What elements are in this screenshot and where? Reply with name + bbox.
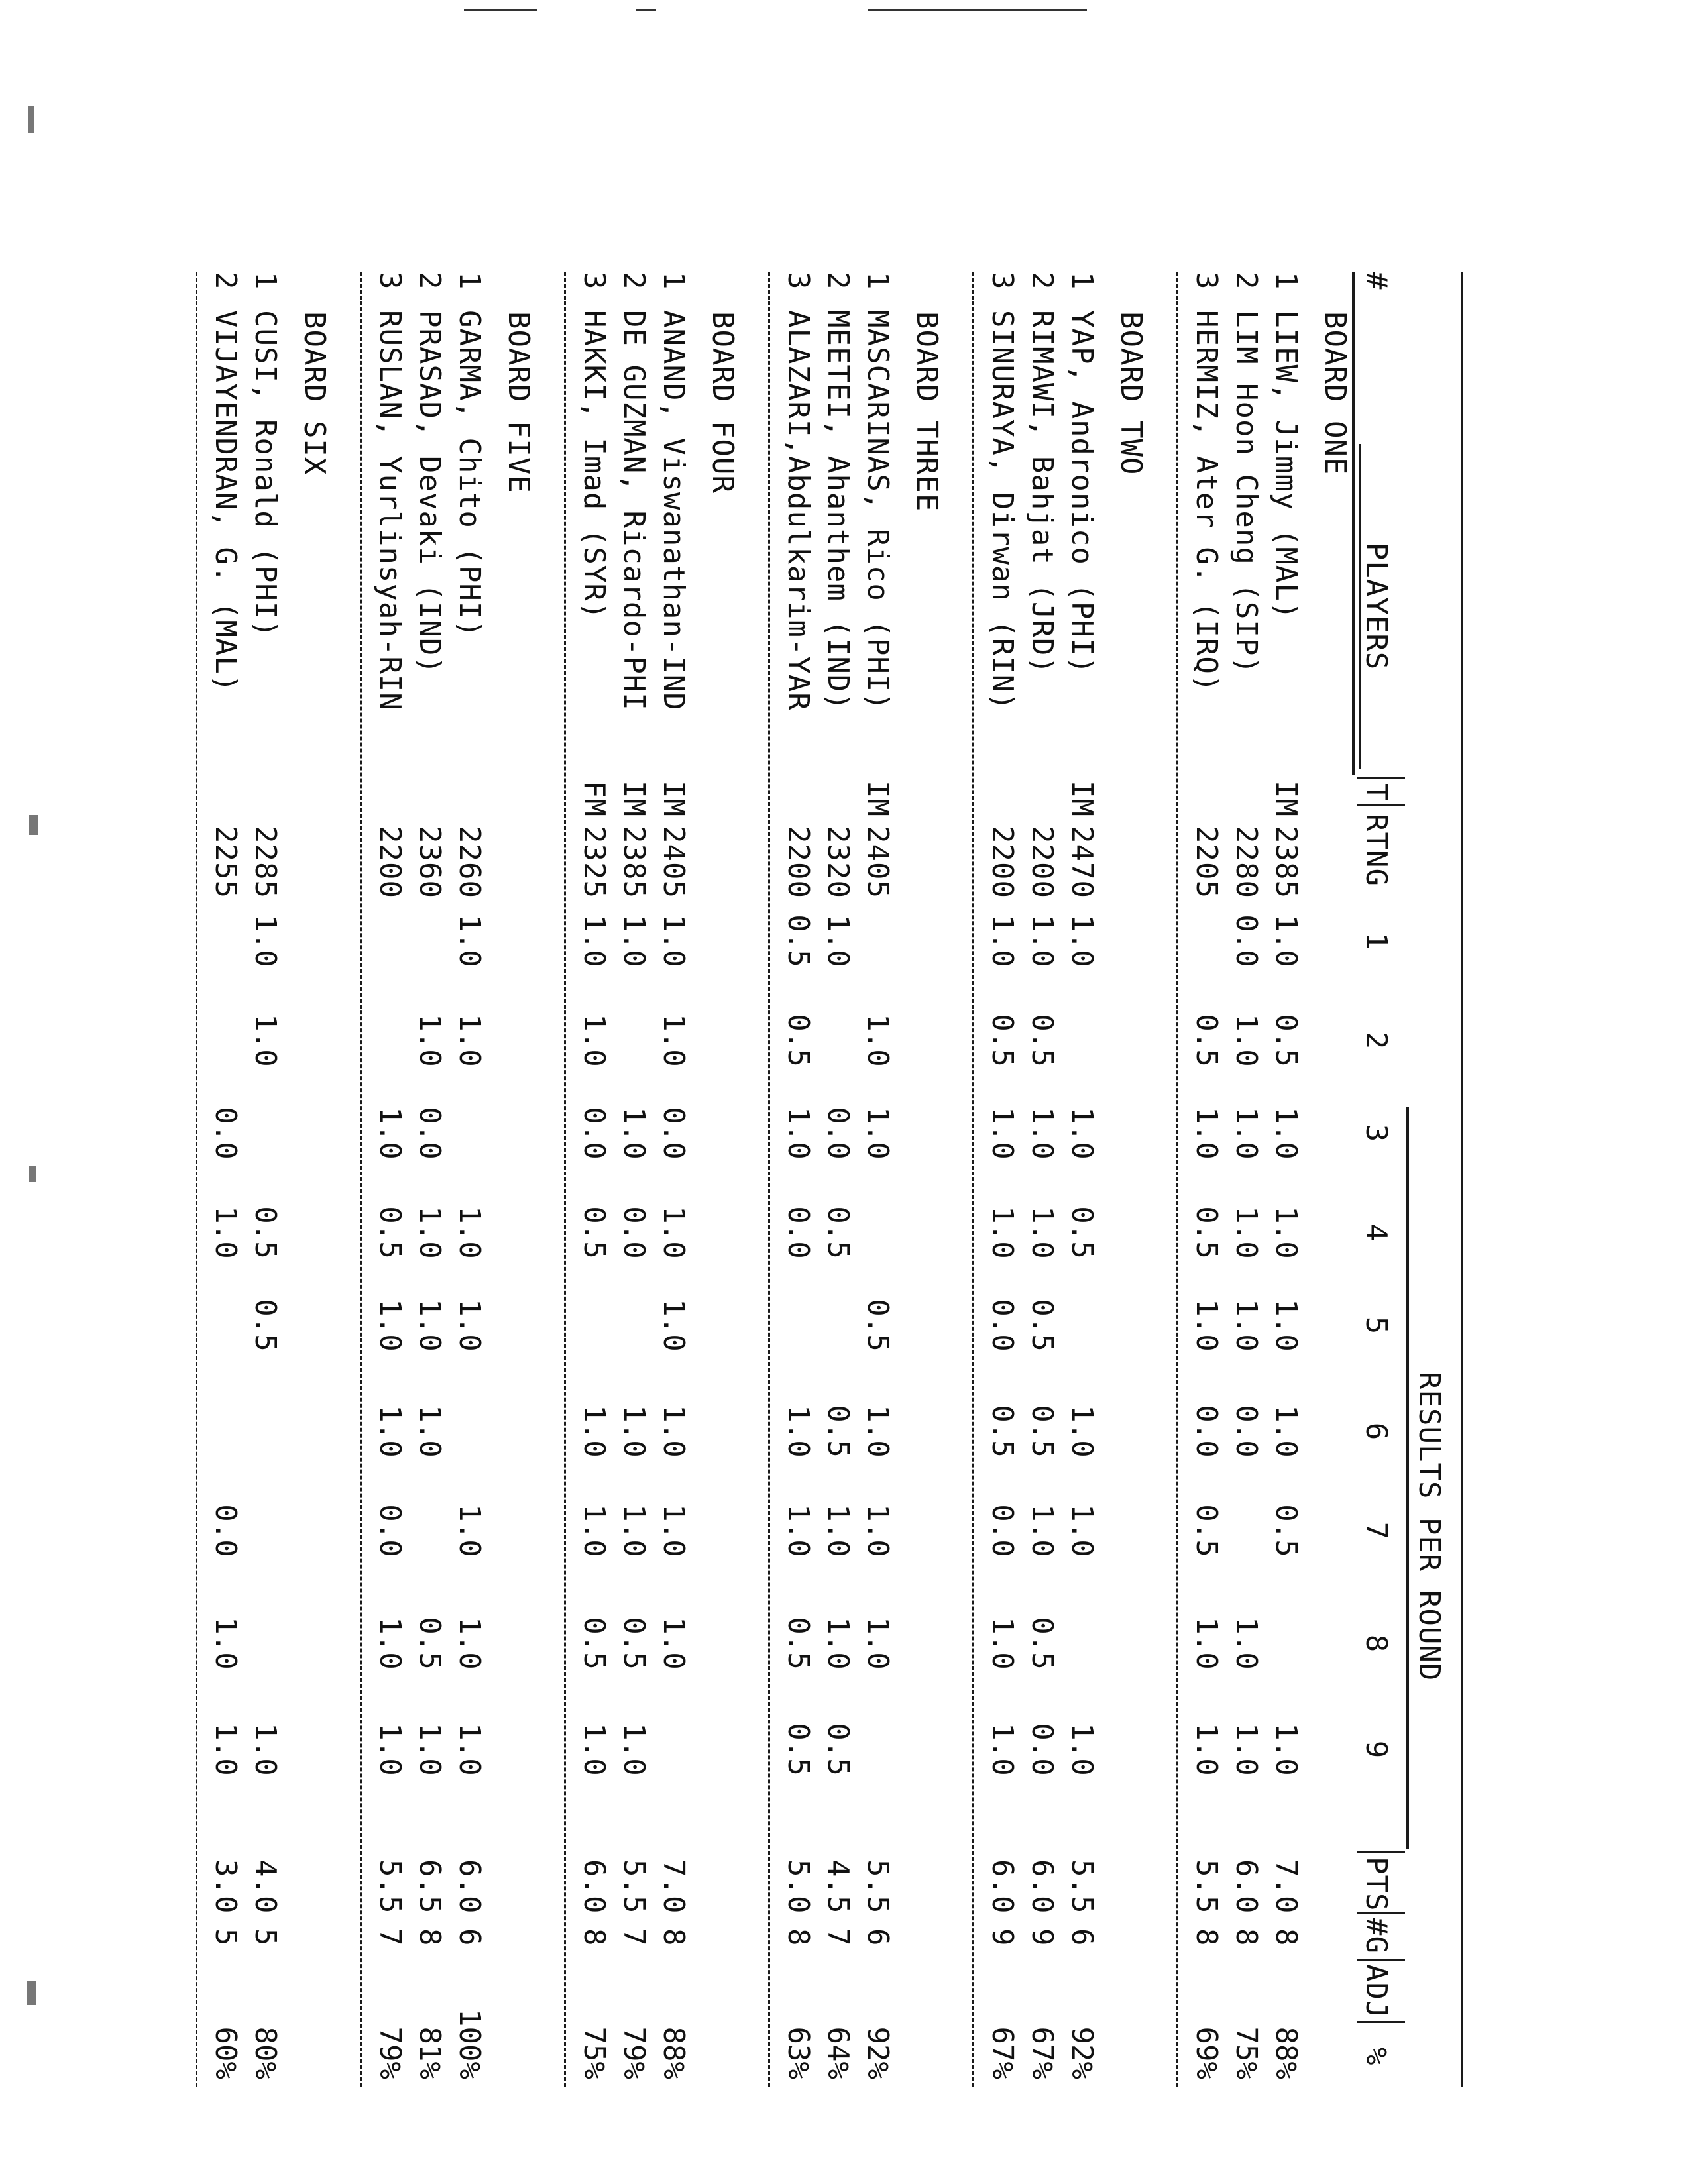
round-result: 1.0 bbox=[1025, 1504, 1059, 1557]
round-result: 1.0 bbox=[985, 914, 1019, 967]
player-games: 8 bbox=[657, 1928, 691, 1947]
round-result: 1.0 bbox=[373, 1107, 407, 1160]
round-result: 0.5 bbox=[781, 1723, 815, 1776]
round-result: 1.0 bbox=[657, 1405, 691, 1458]
round-result: 1.0 bbox=[453, 1299, 486, 1352]
round-result: 1.0 bbox=[1190, 1617, 1223, 1670]
player-percent: 81% bbox=[413, 2026, 447, 2079]
round-result: 1.0 bbox=[373, 1299, 407, 1352]
player-percent: 60% bbox=[209, 2026, 243, 2079]
round-result: 0.0 bbox=[1025, 1723, 1059, 1776]
board-title: BOARD TWO bbox=[1114, 311, 1148, 476]
player-rank: 3 bbox=[373, 272, 407, 290]
round-header-3: 3 bbox=[1359, 1124, 1393, 1142]
round-result: 1.0 bbox=[781, 1504, 815, 1557]
scan-mark bbox=[636, 9, 656, 11]
round-result: 1.0 bbox=[861, 1107, 895, 1160]
player-games: 5 bbox=[249, 1928, 282, 1947]
round-result: 1.0 bbox=[781, 1107, 815, 1160]
round-header-2: 2 bbox=[1359, 1031, 1393, 1050]
board-title: BOARD ONE bbox=[1318, 311, 1352, 476]
player-name: GARMA, Chito (PHI) bbox=[453, 310, 486, 638]
player-rating: 2200 bbox=[1025, 826, 1059, 899]
player-percent: 64% bbox=[821, 2026, 855, 2079]
round-result: 0.5 bbox=[1190, 1206, 1223, 1259]
round-header-4: 4 bbox=[1359, 1223, 1393, 1242]
player-rank: 3 bbox=[985, 272, 1019, 290]
round-result: 1.0 bbox=[1269, 1723, 1303, 1776]
player-rank: 2 bbox=[413, 272, 447, 290]
round-result: 0.0 bbox=[985, 1504, 1019, 1557]
header-divider bbox=[1357, 1912, 1405, 1914]
round-result: 1.0 bbox=[617, 1107, 651, 1160]
player-points: 6.0 bbox=[453, 1859, 486, 1914]
player-name: RIMAWI, Bahjat (JRD) bbox=[1025, 310, 1059, 675]
round-result: 0.0 bbox=[781, 1206, 815, 1259]
header-bottom-rule bbox=[1352, 272, 1355, 775]
player-rating: 2200 bbox=[985, 826, 1019, 899]
scan-speck bbox=[27, 1981, 36, 2005]
player-rank: 1 bbox=[1269, 272, 1303, 290]
round-result: 0.0 bbox=[821, 1107, 855, 1160]
player-percent: 92% bbox=[1065, 2026, 1099, 2079]
player-games: 5 bbox=[209, 1928, 243, 1947]
player-points: 6.0 bbox=[1025, 1859, 1059, 1914]
round-result: 1.0 bbox=[577, 1504, 611, 1557]
player-points: 5.5 bbox=[861, 1859, 895, 1914]
player-percent: 67% bbox=[985, 2026, 1019, 2079]
header-games: #G bbox=[1359, 1918, 1393, 1954]
round-result: 1.0 bbox=[861, 1504, 895, 1557]
player-name: ALAZARI,Abdulkarim-YAR bbox=[781, 310, 815, 711]
round-result: 1.0 bbox=[1229, 1107, 1263, 1160]
player-points: 6.0 bbox=[1229, 1859, 1263, 1914]
round-result: 0.5 bbox=[249, 1299, 282, 1352]
player-rank: 2 bbox=[617, 272, 651, 290]
round-result: 0.5 bbox=[985, 1014, 1019, 1067]
round-result: 0.0 bbox=[373, 1504, 407, 1557]
board-separator bbox=[360, 272, 362, 2087]
scan-speck bbox=[29, 815, 38, 835]
player-rank: 1 bbox=[1065, 272, 1099, 290]
round-result: 0.5 bbox=[577, 1206, 611, 1259]
player-rank: 1 bbox=[657, 272, 691, 290]
round-result: 0.5 bbox=[1269, 1504, 1303, 1557]
round-result: 0.5 bbox=[1065, 1206, 1099, 1259]
round-result: 0.5 bbox=[861, 1299, 895, 1352]
round-result: 0.5 bbox=[821, 1723, 855, 1776]
header-players: PLAYERS bbox=[1359, 444, 1390, 769]
round-result: 0.5 bbox=[781, 1014, 815, 1067]
board-title: BOARD THREE bbox=[910, 311, 944, 512]
player-games: 8 bbox=[1229, 1928, 1263, 1947]
player-games: 9 bbox=[1025, 1928, 1059, 1947]
round-result: 1.0 bbox=[577, 1405, 611, 1458]
player-rating: 2255 bbox=[209, 826, 243, 899]
round-result: 1.0 bbox=[985, 1206, 1019, 1259]
player-percent: 92% bbox=[861, 2026, 895, 2079]
player-points: 7.0 bbox=[657, 1859, 691, 1914]
board-separator bbox=[1176, 272, 1178, 2087]
round-result: 1.0 bbox=[1190, 1299, 1223, 1352]
round-result: 0.0 bbox=[1190, 1405, 1223, 1458]
round-result: 0.0 bbox=[209, 1504, 243, 1557]
round-result: 1.0 bbox=[1269, 914, 1303, 967]
player-name: MASCARINAS, Rico (PHI) bbox=[861, 310, 895, 711]
player-rank: 3 bbox=[1190, 272, 1223, 290]
header-divider bbox=[1357, 2021, 1405, 2023]
round-result: 0.5 bbox=[413, 1617, 447, 1670]
player-games: 7 bbox=[617, 1928, 651, 1947]
scan-speck bbox=[29, 1166, 36, 1182]
header-hash: # bbox=[1359, 272, 1393, 290]
player-rank: 2 bbox=[1025, 272, 1059, 290]
round-result: 1.0 bbox=[861, 1405, 895, 1458]
round-result: 1.0 bbox=[1229, 1723, 1263, 1776]
round-result: 1.0 bbox=[657, 1014, 691, 1067]
round-result: 1.0 bbox=[821, 1504, 855, 1557]
round-result: 0.5 bbox=[985, 1405, 1019, 1458]
header-rtng: RTNG bbox=[1359, 814, 1393, 887]
player-name: VIJAYENDRAN, G. (MAL) bbox=[209, 310, 243, 693]
player-percent: 69% bbox=[1190, 2026, 1223, 2079]
header-top-rule bbox=[1461, 272, 1463, 2087]
player-points: 5.5 bbox=[373, 1859, 407, 1914]
round-result: 0.5 bbox=[1190, 1014, 1223, 1067]
player-title: IM bbox=[1065, 781, 1099, 817]
player-title: IM bbox=[657, 781, 691, 817]
player-name: PRASAD, Devaki (IND) bbox=[413, 310, 447, 675]
board-title: BOARD FOUR bbox=[706, 311, 740, 494]
player-percent: 80% bbox=[249, 2026, 282, 2079]
round-result: 1.0 bbox=[1190, 1723, 1223, 1776]
round-result: 1.0 bbox=[453, 1014, 486, 1067]
player-points: 7.0 bbox=[1269, 1859, 1303, 1914]
player-rank: 1 bbox=[861, 272, 895, 290]
player-points: 5.5 bbox=[1190, 1859, 1223, 1914]
round-result: 1.0 bbox=[453, 1723, 486, 1776]
round-result: 1.0 bbox=[209, 1617, 243, 1670]
player-rating: 2205 bbox=[1190, 826, 1223, 899]
round-result: 0.0 bbox=[617, 1206, 651, 1259]
header-divider bbox=[1357, 777, 1405, 779]
player-points: 3.0 bbox=[209, 1859, 243, 1914]
player-title: FM bbox=[577, 781, 611, 817]
header-divider bbox=[1357, 1959, 1405, 1961]
round-result: 1.0 bbox=[209, 1723, 243, 1776]
player-percent: 88% bbox=[1269, 2026, 1303, 2079]
round-result: 0.5 bbox=[1269, 1014, 1303, 1067]
round-result: 1.0 bbox=[1065, 1504, 1099, 1557]
round-result: 1.0 bbox=[617, 914, 651, 967]
player-percent: 63% bbox=[781, 2026, 815, 2079]
round-header-9: 9 bbox=[1359, 1740, 1393, 1759]
round-result: 1.0 bbox=[861, 1617, 895, 1670]
player-points: 5.5 bbox=[617, 1859, 651, 1914]
player-name: DE GUZMAN, Ricardo-PHI bbox=[617, 310, 651, 711]
header-divider bbox=[1357, 804, 1405, 806]
round-result: 1.0 bbox=[1025, 1206, 1059, 1259]
player-rating: 2360 bbox=[413, 826, 447, 899]
round-result: 1.0 bbox=[1229, 1617, 1263, 1670]
header-adj: ADJ bbox=[1359, 1964, 1393, 2019]
round-result: 1.0 bbox=[249, 1723, 282, 1776]
round-result: 1.0 bbox=[781, 1405, 815, 1458]
round-result: 0.0 bbox=[985, 1299, 1019, 1352]
round-result: 1.0 bbox=[617, 1723, 651, 1776]
round-result: 1.0 bbox=[1065, 1107, 1099, 1160]
player-points: 5.5 bbox=[1065, 1859, 1099, 1914]
round-result: 1.0 bbox=[1269, 1405, 1303, 1458]
round-result: 1.0 bbox=[413, 1723, 447, 1776]
player-name: CUSI, Ronald (PHI) bbox=[249, 310, 282, 638]
board-separator bbox=[768, 272, 770, 2087]
round-result: 0.5 bbox=[577, 1617, 611, 1670]
round-result: 0.5 bbox=[617, 1617, 651, 1670]
round-result: 1.0 bbox=[617, 1504, 651, 1557]
scan-mark bbox=[868, 9, 1087, 11]
player-name: ANAND, Viswanathan-IND bbox=[657, 310, 691, 711]
round-header-6: 6 bbox=[1359, 1422, 1393, 1441]
player-rank: 2 bbox=[1229, 272, 1263, 290]
round-result: 0.5 bbox=[781, 914, 815, 967]
round-result: 0.5 bbox=[781, 1617, 815, 1670]
round-result: 0.5 bbox=[1025, 1299, 1059, 1352]
player-rating: 2470 bbox=[1065, 826, 1099, 899]
board-separator bbox=[972, 272, 974, 2087]
round-result: 1.0 bbox=[985, 1617, 1019, 1670]
round-result: 1.0 bbox=[985, 1723, 1019, 1776]
player-games: 6 bbox=[453, 1928, 486, 1947]
round-result: 1.0 bbox=[1269, 1206, 1303, 1259]
header-divider bbox=[1357, 1851, 1405, 1853]
round-result: 1.0 bbox=[1229, 1299, 1263, 1352]
player-name: HERMIZ, Ater G. (IRQ) bbox=[1190, 310, 1223, 693]
player-games: 8 bbox=[413, 1928, 447, 1947]
round-result: 0.0 bbox=[209, 1107, 243, 1160]
player-rating: 2280 bbox=[1229, 826, 1263, 899]
player-rating: 2325 bbox=[577, 826, 611, 899]
player-title: IM bbox=[1269, 781, 1303, 817]
player-games: 8 bbox=[577, 1928, 611, 1947]
player-rank: 3 bbox=[781, 272, 815, 290]
round-result: 1.0 bbox=[821, 1617, 855, 1670]
round-result: 1.0 bbox=[1025, 1107, 1059, 1160]
round-header-1: 1 bbox=[1359, 932, 1393, 950]
board-separator bbox=[196, 272, 197, 2087]
round-result: 1.0 bbox=[453, 1617, 486, 1670]
scan-mark bbox=[464, 9, 537, 11]
player-rank: 2 bbox=[821, 272, 855, 290]
player-title: IM bbox=[617, 781, 651, 817]
player-title: IM bbox=[861, 781, 895, 817]
player-rating: 2260 bbox=[453, 826, 486, 899]
round-result: 1.0 bbox=[1269, 1107, 1303, 1160]
round-result: 1.0 bbox=[1065, 1405, 1099, 1458]
round-result: 1.0 bbox=[657, 1504, 691, 1557]
round-result: 1.0 bbox=[373, 1723, 407, 1776]
player-rank: 1 bbox=[453, 272, 486, 290]
round-result: 1.0 bbox=[249, 1014, 282, 1067]
player-games: 7 bbox=[373, 1928, 407, 1947]
player-points: 6.5 bbox=[413, 1859, 447, 1914]
player-games: 6 bbox=[1065, 1928, 1099, 1947]
round-result: 1.0 bbox=[657, 1299, 691, 1352]
player-games: 7 bbox=[821, 1928, 855, 1947]
board-separator bbox=[564, 272, 566, 2087]
player-percent: 75% bbox=[1229, 2026, 1263, 2079]
player-percent: 88% bbox=[657, 2026, 691, 2079]
round-result: 1.0 bbox=[413, 1299, 447, 1352]
player-rating: 2385 bbox=[617, 826, 651, 899]
player-percent: 79% bbox=[373, 2026, 407, 2079]
round-result: 1.0 bbox=[373, 1405, 407, 1458]
round-result: 1.0 bbox=[453, 1504, 486, 1557]
player-rating: 2200 bbox=[781, 826, 815, 899]
player-name: RUSLAN, Yurlinsyah-RIN bbox=[373, 310, 407, 711]
round-result: 1.0 bbox=[453, 1206, 486, 1259]
header-results-per-round: RESULTS PER ROUND bbox=[1412, 1372, 1446, 1682]
player-points: 6.0 bbox=[985, 1859, 1019, 1914]
header-pts: PTS bbox=[1359, 1857, 1393, 1912]
round-result: 0.5 bbox=[821, 1405, 855, 1458]
round-result: 1.0 bbox=[453, 914, 486, 967]
round-result: 1.0 bbox=[617, 1405, 651, 1458]
player-percent: 79% bbox=[617, 2026, 651, 2079]
round-result: 1.0 bbox=[1229, 1206, 1263, 1259]
round-result: 1.0 bbox=[209, 1206, 243, 1259]
player-rating: 2385 bbox=[1269, 826, 1303, 899]
round-result: 1.0 bbox=[657, 1206, 691, 1259]
player-name: YAP, Andronico (PHI) bbox=[1065, 310, 1099, 675]
round-result: 1.0 bbox=[821, 914, 855, 967]
round-result: 0.5 bbox=[1025, 1617, 1059, 1670]
player-games: 9 bbox=[985, 1928, 1019, 1947]
player-rank: 3 bbox=[577, 272, 611, 290]
round-result: 1.0 bbox=[577, 1723, 611, 1776]
round-result: 1.0 bbox=[1025, 914, 1059, 967]
round-result: 0.5 bbox=[821, 1206, 855, 1259]
player-rating: 2320 bbox=[821, 826, 855, 899]
player-rating: 2405 bbox=[861, 826, 895, 899]
round-result: 1.0 bbox=[985, 1107, 1019, 1160]
standings-sheet bbox=[209, 272, 1465, 2087]
player-percent: 100% bbox=[453, 2009, 486, 2079]
round-result: 0.0 bbox=[1229, 914, 1263, 967]
player-rating: 2405 bbox=[657, 826, 691, 899]
round-result: 0.5 bbox=[373, 1206, 407, 1259]
player-rating: 2285 bbox=[249, 826, 282, 899]
round-result: 0.5 bbox=[1025, 1405, 1059, 1458]
header-t: T bbox=[1359, 783, 1393, 802]
player-name: MEETEI, Ahanthem (IND) bbox=[821, 310, 855, 711]
player-name: HAKKI, Imad (SYR) bbox=[577, 310, 611, 620]
round-result: 1.0 bbox=[657, 914, 691, 967]
round-result: 0.5 bbox=[1190, 1504, 1223, 1557]
round-result: 1.0 bbox=[861, 1014, 895, 1067]
round-result: 1.0 bbox=[249, 914, 282, 967]
player-games: 8 bbox=[1190, 1928, 1223, 1947]
round-result: 0.0 bbox=[1229, 1405, 1263, 1458]
player-percent: 75% bbox=[577, 2026, 611, 2079]
player-games: 8 bbox=[781, 1928, 815, 1947]
round-result: 1.0 bbox=[1229, 1014, 1263, 1067]
board-title: BOARD FIVE bbox=[502, 311, 535, 494]
round-result: 1.0 bbox=[1065, 1723, 1099, 1776]
round-result: 0.5 bbox=[1025, 1014, 1059, 1067]
player-name: SINURAYA, Dirwan (RIN) bbox=[985, 310, 1019, 711]
player-points: 5.0 bbox=[781, 1859, 815, 1914]
round-header-7: 7 bbox=[1359, 1521, 1393, 1540]
round-header-5: 5 bbox=[1359, 1316, 1393, 1335]
round-result: 1.0 bbox=[657, 1617, 691, 1670]
player-points: 6.0 bbox=[577, 1859, 611, 1914]
player-rank: 2 bbox=[209, 272, 243, 290]
player-percent: 67% bbox=[1025, 2026, 1059, 2079]
round-result: 0.0 bbox=[657, 1107, 691, 1160]
round-result: 1.0 bbox=[1190, 1107, 1223, 1160]
player-points: 4.5 bbox=[821, 1859, 855, 1914]
round-result: 1.0 bbox=[413, 1405, 447, 1458]
round-result: 1.0 bbox=[373, 1617, 407, 1670]
round-result: 1.0 bbox=[1065, 914, 1099, 967]
player-name: LIM Hoon Cheng (SIP) bbox=[1229, 310, 1263, 675]
round-result: 1.0 bbox=[1269, 1299, 1303, 1352]
player-points: 4.0 bbox=[249, 1859, 282, 1914]
round-result: 1.0 bbox=[413, 1014, 447, 1067]
player-name: LIEW, Jimmy (MAL) bbox=[1269, 310, 1303, 620]
player-games: 6 bbox=[861, 1928, 895, 1947]
header-mid-rule bbox=[1406, 1107, 1409, 1849]
round-result: 1.0 bbox=[413, 1206, 447, 1259]
scan-speck bbox=[28, 106, 34, 133]
round-result: 0.5 bbox=[249, 1206, 282, 1259]
round-result: 0.0 bbox=[577, 1107, 611, 1160]
round-result: 1.0 bbox=[577, 914, 611, 967]
round-header-8: 8 bbox=[1359, 1634, 1393, 1653]
player-rank: 1 bbox=[249, 272, 282, 290]
board-title: BOARD SIX bbox=[298, 311, 331, 476]
header-pct: % bbox=[1359, 2048, 1393, 2066]
round-result: 0.0 bbox=[413, 1107, 447, 1160]
player-rating: 2200 bbox=[373, 826, 407, 899]
round-result: 1.0 bbox=[577, 1014, 611, 1067]
player-games: 8 bbox=[1269, 1928, 1303, 1947]
